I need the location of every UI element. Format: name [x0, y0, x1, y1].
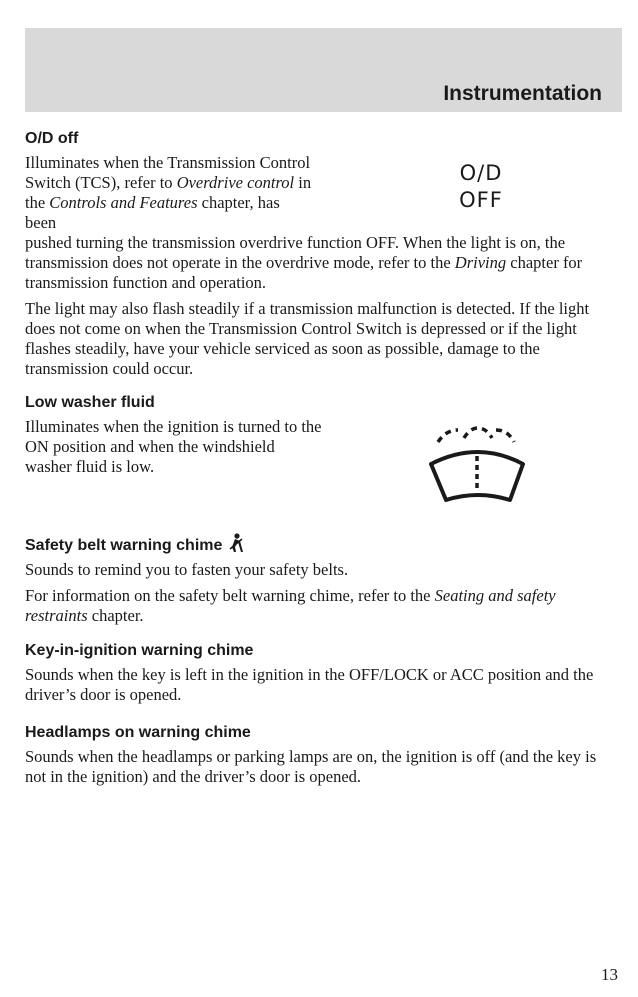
key-in-ignition-heading: Key-in-ignition warning chime [25, 642, 254, 659]
safety-belt-heading-text: Safety belt warning chime [25, 537, 223, 554]
headlamps-paragraph: Sounds when the headlamps or parking lamps are on, the ignition is off (and the key is not in the ignition) and the driver’s door is opened. [25, 747, 597, 786]
seatbelt-icon [228, 533, 244, 553]
page-number: 13 [601, 965, 618, 984]
safety-belt-heading [25, 533, 615, 555]
od-off-indicator-icon [437, 160, 525, 214]
od-off-section [25, 130, 615, 385]
od-off-link-driving: Driving [454, 253, 507, 272]
od-off-link-controls-features: Controls and Features [49, 193, 198, 212]
safety-belt-link-seating: Seating and safety restraints [25, 586, 556, 625]
safety-belt-paragraph-2 [25, 586, 615, 626]
od-off-paragraph-1-continued [25, 233, 615, 293]
od-off-paragraph-2: The light may also flash steadily if a transmission malfunction is detected. If the light does not come on when the Transmission Control Switch is depressed or if the light flashes steadily, have your vehicle serviced as soon as possible, damage to the transmission could occur. [25, 299, 590, 378]
key-in-ignition-paragraph: Sounds when the key is left in the ignition in the OFF/LOCK or ACC position and the driver’s door is opened. [25, 665, 594, 704]
od-off-link-overdrive-control: Overdrive control [176, 173, 295, 192]
od-off-text: chapter for transmission function and operation. [25, 253, 583, 292]
safety-belt-text: chapter. [87, 606, 144, 625]
od-off-text: pushed turning the transmission overdrive function OFF. When the light is on, the transmission does not operate in the overdrive mode, refer to the [25, 233, 566, 272]
safety-belt-text: For information on the safety belt warning chime, refer to the [25, 586, 435, 605]
page-header-title: Instrumentation [443, 82, 602, 105]
od-off-text: Illuminates when the Transmission Control Switch (TCS), refer to [25, 153, 311, 192]
od-off-heading: O/D off [25, 130, 79, 147]
od-off-text: in the [25, 173, 312, 212]
headlamps-section [25, 724, 615, 793]
headlamps-heading: Headlamps on warning chime [25, 724, 251, 741]
od-off-paragraph-1 [25, 153, 315, 233]
low-washer-paragraph: Illuminates when the ignition is turned to the ON position and when the windshield washer fluid is low. [25, 417, 322, 476]
safety-belt-section [25, 533, 615, 632]
low-washer-section [25, 394, 615, 483]
header-band [25, 28, 622, 112]
safety-belt-paragraph-1: Sounds to remind you to fasten your safety belts. [25, 560, 349, 579]
od-icon-line2: OFF [459, 188, 503, 212]
low-washer-heading: Low washer fluid [25, 394, 155, 411]
key-in-ignition-section [25, 642, 615, 711]
od-icon-line1: O/D [459, 161, 503, 185]
od-off-text: chapter, has been [25, 193, 280, 232]
washer-fluid-icon [426, 420, 526, 512]
